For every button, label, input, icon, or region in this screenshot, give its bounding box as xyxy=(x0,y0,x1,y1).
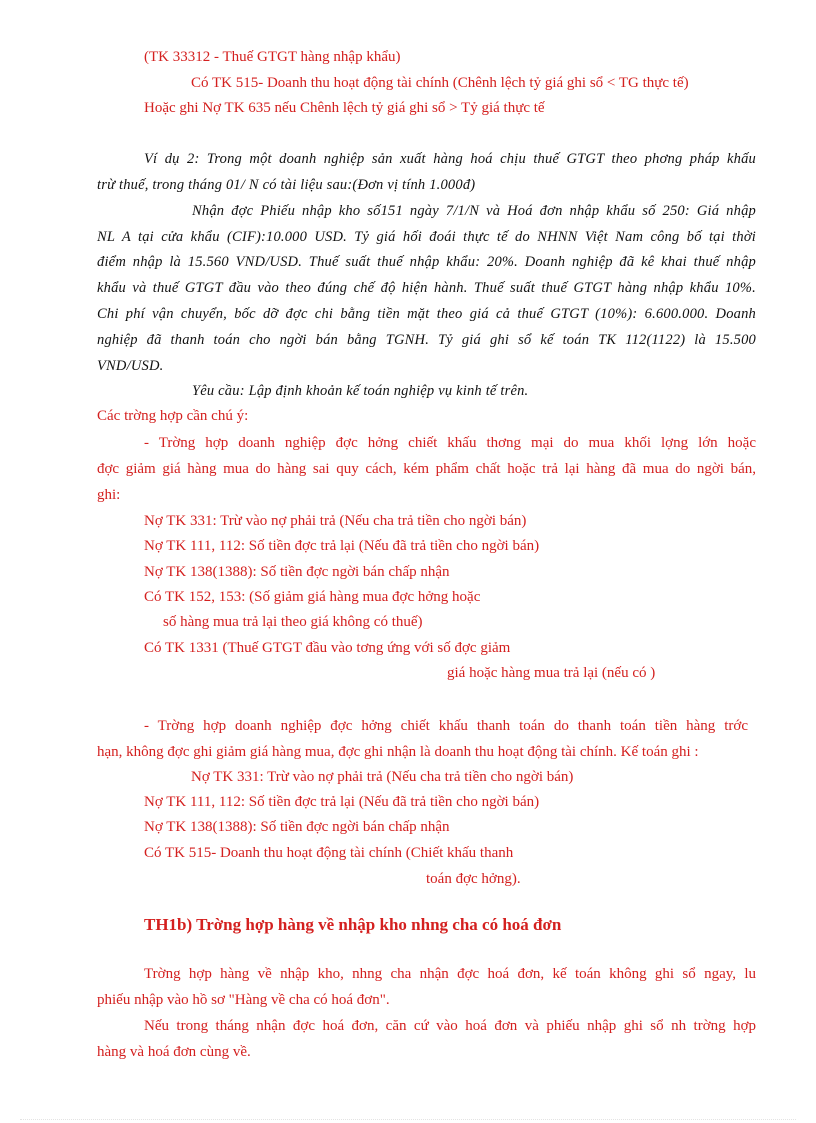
example-line: trừ thuế, trong tháng 01/ N có tài liệu sau:(Đơn vị tính 1.000đ) xyxy=(97,177,476,193)
example-line: VND/USD. xyxy=(97,358,164,374)
journal-entry: Nợ TK 111, 112: Số tiền đợc trả lại (Nếu đã trả tiền cho ngời bán) xyxy=(144,538,540,554)
text-line: - Trờng hợp doanh nghiệp đợc hởng chiết khấu thơng mại do mua khối lợng lớn hoặc xyxy=(144,435,756,451)
text-line: Nếu trong tháng nhận đợc hoá đơn, căn cứ vào hoá đơn và phiếu nhập ghi sổ nh trờng hợp xyxy=(144,1018,756,1034)
text-line: hạn, không đợc ghi giảm giá hàng mua, đợc ghi nhận là doanh thu hoạt động tài chính. Kế toán ghi : xyxy=(97,744,699,760)
cases-heading: Các trờng hợp cần chú ý: xyxy=(97,408,249,424)
example-line: điểm nhập là 15.560 VND/USD. Thuế suất thuế nhập khẩu: 20%. Doanh nghiệp đã kê khai thuế nhập xyxy=(97,254,756,270)
example-line: Nhận đợc Phiếu nhập kho số151 ngày 7/1/N và Hoá đơn nhập khẩu số 250: Giá nhập xyxy=(192,203,756,219)
text-line: đợc giảm giá hàng mua do hàng sai quy cách, kém phẩm chất hoặc trả lại hàng đã mua do ngời bán, xyxy=(97,461,756,477)
text-line: hàng và hoá đơn cùng về. xyxy=(97,1044,251,1060)
text-line: Trờng hợp hàng về nhập kho, nhng cha nhận đợc hoá đơn, kế toán không ghi sổ ngay, lu xyxy=(144,966,756,982)
journal-entry: Nợ TK 138(1388): Số tiền đợc ngời bán chấp nhận xyxy=(144,819,450,835)
example-line: Ví dụ 2: Trong một doanh nghiệp sản xuất hàng hoá chịu thuế GTGT theo phơng pháp khấu xyxy=(144,151,756,167)
journal-entry: Có TK 1331 (Thuế GTGT đầu vào tơng ứng với số đợc giảm xyxy=(144,640,511,656)
text-line: ghi: xyxy=(97,487,121,503)
example-line: nghiệp đã thanh toán cho ngời bán bằng TGNH. Tỷ giá ghi sổ kế toán TK 112(1122) là 15.500 xyxy=(97,332,756,348)
section-heading: TH1b) Trờng hợp hàng về nhập kho nhng cha có hoá đơn xyxy=(144,915,562,934)
text-line: phiếu nhập vào hồ sơ "Hàng về cha có hoá đơn". xyxy=(97,992,390,1008)
text-line: (TK 33312 - Thuế GTGT hàng nhập khẩu) xyxy=(144,49,401,65)
text-line: Hoặc ghi Nợ TK 635 nếu Chênh lệch tỷ giá ghi sổ > Tỷ giá thực tế xyxy=(144,100,545,116)
journal-entry: toán đợc hởng). xyxy=(426,871,521,887)
text-line: Có TK 515- Doanh thu hoạt động tài chính (Chênh lệch tỷ giá ghi sổ < TG thực tế) xyxy=(191,75,689,91)
page-bottom-divider xyxy=(20,1119,796,1120)
example-line: Yêu cầu: Lập định khoản kế toán nghiệp vụ kinh tế trên. xyxy=(192,383,529,399)
example-line: Chi phí vận chuyển, bốc dỡ đợc chi bằng tiền mặt theo giá cả thuế GTGT (10%): 6.600.000. Doanh xyxy=(97,306,756,322)
example-line: khẩu và thuế GTGT đầu vào theo đúng chế độ hiện hành. Thuế suất thuế GTGT hàng nhập khẩu 10%. xyxy=(97,280,756,296)
journal-entry: Nợ TK 111, 112: Số tiền đợc trả lại (Nếu đã trả tiền cho ngời bán) xyxy=(144,794,540,810)
journal-entry: Có TK 152, 153: (Số giảm giá hàng mua đợc hởng hoặc xyxy=(144,589,481,605)
journal-entry: giá hoặc hàng mua trả lại (nếu có ) xyxy=(447,665,656,681)
text-line: - Trờng hợp doanh nghiệp đợc hởng chiết khấu thanh toán do thanh toán tiền hàng trớc xyxy=(144,718,748,734)
journal-entry: số hàng mua trả lại theo giá không có thuế) xyxy=(163,614,423,630)
example-line: NL A tại cửa khẩu (CIF):10.000 USD. Tỷ giá hối đoái thực tế do NHNN Việt Nam công bố tại thời xyxy=(97,229,756,245)
journal-entry: Nợ TK 331: Trừ vào nợ phải trả (Nếu cha trả tiền cho ngời bán) xyxy=(191,769,574,785)
journal-entry: Nợ TK 331: Trừ vào nợ phải trả (Nếu cha trả tiền cho ngời bán) xyxy=(144,513,527,529)
journal-entry: Có TK 515- Doanh thu hoạt động tài chính (Chiết khấu thanh xyxy=(144,845,514,861)
journal-entry: Nợ TK 138(1388): Số tiền đợc ngời bán chấp nhận xyxy=(144,564,450,580)
